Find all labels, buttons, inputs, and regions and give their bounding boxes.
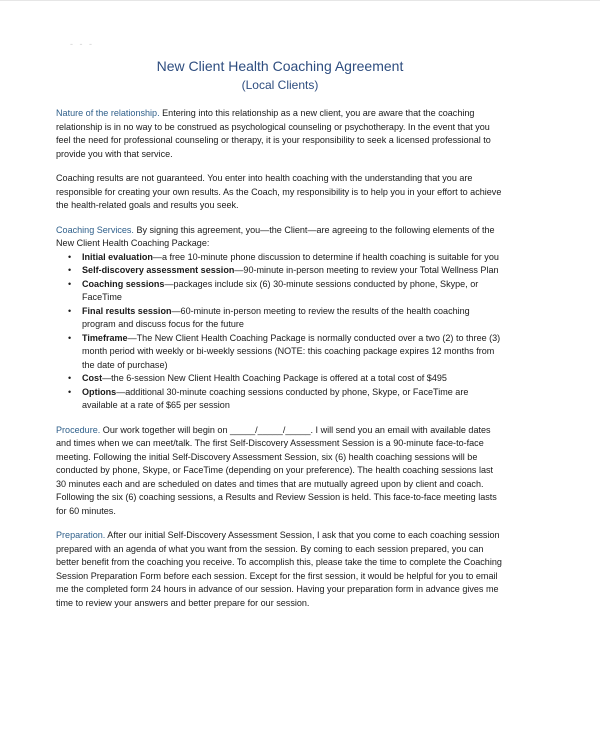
bullet-icon: • [68, 332, 72, 343]
nature-lead: Nature of the relationship. [56, 108, 160, 118]
services-text: By signing this agreement, you—the Client—are agreeing to the following elements of the New Client Health Coaching Package: [56, 224, 495, 248]
item-term: Self-discovery assessment session [82, 265, 235, 275]
document-title: New Client Health Coaching Agreement [156, 58, 404, 74]
bullet-icon: • [68, 251, 72, 262]
procedure-text-before: Our work together will begin on [100, 424, 231, 435]
item-term: Timeframe [82, 332, 128, 343]
item-desc: —the 6-session New Client Health Coaching Package is offered at a total cost of $495 [102, 373, 447, 383]
list-item [56, 278, 504, 305]
item-desc: —a free 10-minute phone discussion to determine if health coaching is suitable for you [152, 251, 499, 262]
bullet-icon: • [68, 373, 72, 383]
item-desc: —The New Client Health Coaching Package is normally conducted over a two (2) to three (3) month period with weekly or bi-weekly sessions (NOTE: this coaching package expires 12 months from the date of purchase) [82, 332, 501, 370]
bullet-icon: • [68, 386, 72, 397]
item-desc: —packages include six (6) 30-minute sessions conducted by phone, Skype, or FaceTime [82, 278, 479, 302]
item-term: Cost [82, 373, 103, 383]
list-item [56, 386, 504, 413]
services-list [56, 251, 504, 413]
list-item [56, 251, 504, 265]
corner-mark: - - - [70, 39, 94, 49]
document-subtitle: (Local Clients) [241, 78, 319, 92]
item-term: Coaching sessions [82, 278, 165, 289]
nature-paragraph [56, 107, 504, 161]
list-item [56, 264, 504, 278]
preparation-lead: Preparation. [56, 530, 106, 540]
item-term: Final results session [82, 305, 172, 316]
procedure-text-after: I will send you an email with available dates and times when we can meet/talk. The first Self-Discovery Assessment Session is a 90-minute face-to-face meeting. Following the initial Self-Discovery Assessment Session, six (6) health coaching sessions will be conducted by phone, Skype, or FaceTime (depending on your preference). The health coaching sessions last 30 minutes each and are scheduled on dates and times that are mutually agreed upon by client and coach. Following the six (6) coaching sessions, a Results and Review Session is held. This face-to-face meeting lasts for 60 minutes. [56, 424, 497, 516]
document-body [56, 107, 504, 621]
item-desc: —60-minute in-person meeting to review the results of the health coaching program and discuss focus for the future [82, 305, 470, 329]
nature-text: Entering into this relationship as a new client, you are aware that the coaching relationship is in no way to be construed as psychological counseling or psychotherapy. In the event that you feel the need for professional counseling or therapy, it is your responsibility to seek a licensed professional to provide you with that service. [56, 108, 491, 159]
date-blank-field[interactable]: _____/_____/_____. [230, 424, 314, 435]
item-desc: —90-minute in-person meeting to review your Total Wellness Plan [234, 265, 499, 275]
list-item [56, 305, 504, 332]
results-paragraph [56, 172, 504, 213]
procedure-lead: Procedure. [56, 424, 101, 435]
results-text: Coaching results are not guaranteed. You enter into health coaching with the understanding that you are responsible for creating your own results. As the Coach, my responsibility is to help you in your effort to achieve the health-related goals and results you seek. [56, 173, 502, 210]
services-paragraph [56, 224, 504, 251]
bullet-icon: • [68, 265, 72, 275]
list-item [56, 332, 504, 373]
preparation-text: After our initial Self-Discovery Assessment Session, I ask that you come to each coaching session prepared with an agenda of what you want from the session. By coming to each session prepared, you can better benefit from the coaching you receive. To accomplish this, please take the time to complete the Coaching Session Preparation Form before each session. Except for the first session, it would be helpful for you to email me the completed form 24 hours in advance of our session. Having your preparation form in advance gives me time to review your answers and better prepare for our session. [56, 530, 502, 608]
services-lead: Coaching Services. [56, 224, 134, 235]
procedure-paragraph [56, 424, 504, 519]
list-item [56, 372, 504, 386]
preparation-paragraph [56, 529, 504, 610]
item-term: Initial evaluation [82, 251, 153, 262]
item-term: Options [82, 386, 117, 397]
bullet-icon: • [68, 305, 72, 316]
item-desc: —additional 30-minute coaching sessions conducted by phone, Skype, or FaceTime are available at a rate of $65 per session [82, 386, 469, 410]
bullet-icon: • [68, 278, 72, 289]
